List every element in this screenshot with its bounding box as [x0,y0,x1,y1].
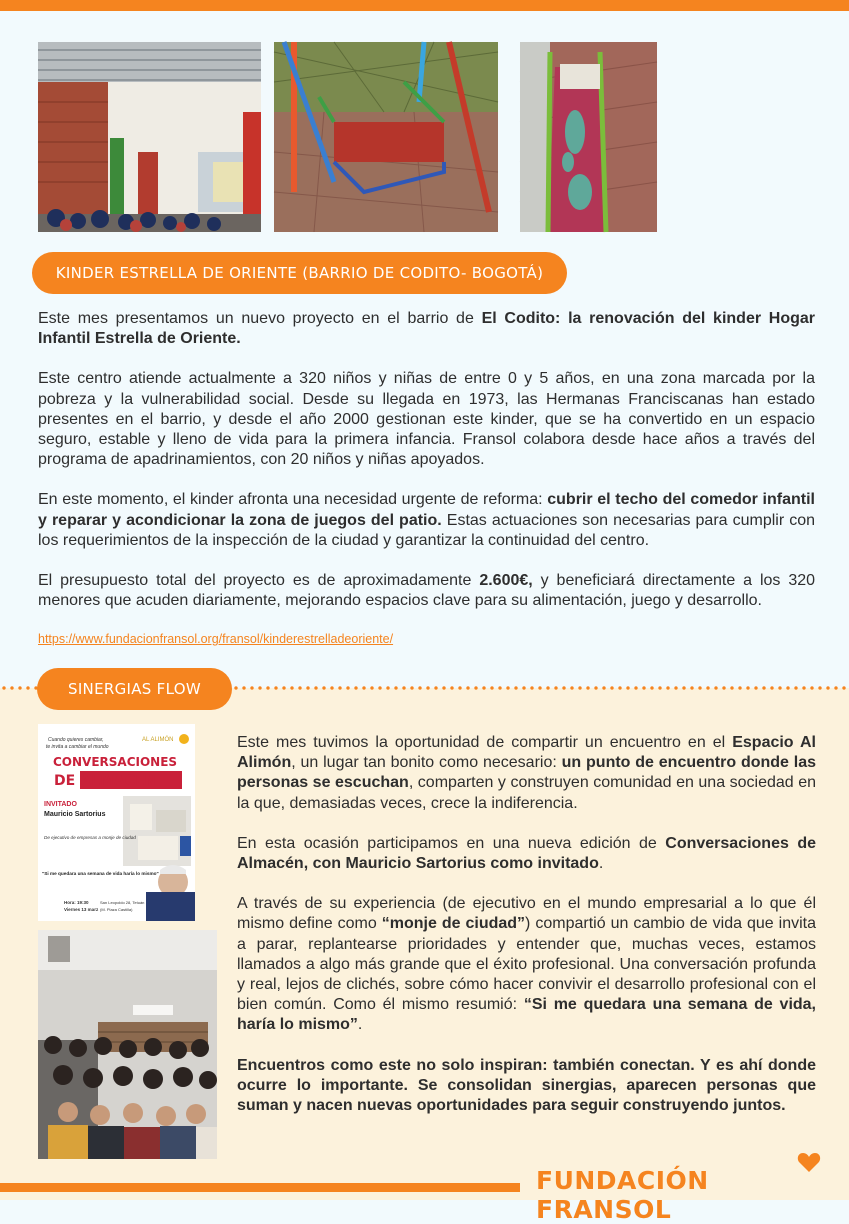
dotted-divider-right [232,686,849,690]
photo-swing [274,42,498,232]
section1-body [38,309,815,631]
section-title-kinder: KINDER ESTRELLA DE ORIENTE (BARRIO DE CODITO- BOGOTÁ) [32,252,567,294]
photo-slide [520,42,657,232]
photo-group-event [38,930,217,1159]
paragraph: Este mes tuvimos la oportunidad de compartir un encuentro en el Espacio Al Alimón, un lugar tan bonito como necesario: un punto de encuentro donde las personas se escuchan, comparten y construyen comunidad en una sociedad en la que, demasiadas veces, crece la indiferencia. [237,734,817,812]
paragraph: Encuentros como este no solo inspiran: también conectan. Y es ahí donde ocurre lo importante. Se consolidan sinergias, aparecen personas que suman y nacen nuevas oportunidades para seguir construyendo juntos. [237,1056,816,1115]
poster-quote: "Si me quedara una semana de vida haría lo mismo" [42,871,159,876]
poster-invited-name: Mauricio Sartorius [44,811,106,818]
poster-title2: DE ALMACÉN [54,773,157,789]
poster-address2: (M. Plaza Castilla) [100,907,133,912]
paragraph: Este centro atiende actualmente a 320 niños y niñas de entre 0 y 5 años, en una zona marcada por la pobreza y la vulnerabilidad social. Desde su llegada en 1973, las Hermanas Franciscanas han estado presentes en el barrio, y desde el año 2000 gestionan este kinder, que se ha convertido en un espacio seguro, estable y lleno de vida para la primera infancia. Fransol colabora desde hace años a través del programa de apadrinamientos, con 20 niños y niñas apoyados. [38,370,815,469]
poster-subtitle: De ejecutivo de empresas a monje de ciudad [44,835,136,840]
footer-brand-logo: FUNDACIÓN FRANSOL [536,1166,709,1224]
paragraph: En este momento, el kinder afronta una necesidad urgente de reforma: cubrir el techo del comedor infantil y reparar y acondicionar la zona de juegos del patio. Estas actuaciones son necesarias para cumplir con los requerimientos de la inspección de la ciudad y garantizar la continuidad del centro. [38,491,816,549]
photo-kinder-patio [38,42,261,232]
poster-date: Viernes 13 marz [64,907,99,912]
event-poster [38,724,195,921]
bottom-accent-bar [0,1183,520,1192]
poster-top-line1: Cuando quieres cambiar, [48,737,104,743]
poster-title1: CONVERSACIONES [53,755,178,769]
section2-body [237,733,816,1136]
poster-time: Hora: 19:30 [64,900,89,905]
dotted-divider-left [0,686,40,690]
poster-top-line2: te invita a cambiar el mundo [46,744,109,750]
poster-brand: AL ALIMÓN [142,737,174,743]
paragraph: El presupuesto total del proyecto es de aproximadamente 2.600€, y beneficiará directamente a los 320 menores que acuden diariamente, mejorando espacios clave para su alimentación, juego y desarrollo. [38,572,816,610]
paragraph: Este mes presentamos un nuevo proyecto en el barrio de El Codito: la renovación del kinder Hogar Infantil Estrella de Oriente. [38,310,816,348]
top-accent-bar [0,0,849,11]
section-title-sinergias: SINERGIAS FLOW [37,668,232,710]
poster-invited-label: INVITADO [44,801,77,808]
poster-address: San Leopoldo 28, Tetuán [100,900,145,905]
paragraph: A través de su experiencia (de ejecutivo en el mundo empresarial a lo que él mismo define como “monje de ciudad”) compartió un cambio de vida que invita a parar, replantearse prioridades y entender que, muchas veces, estamos llamados a algo más grande que el éxito profesional. Una conversación profunda y real, lejos de clichés, sobre cómo hacer convivir el desarrollo profesional con el bien común. Como él mismo resumió: “Si me quedara una semana de vida, haría lo mismo”. [237,895,817,1034]
paragraph: En esta ocasión participamos en una nueva edición de Conversaciones de Almacén, con Mauricio Sartorius como invitado. [237,834,816,873]
kinder-project-link[interactable]: https://www.fundacionfransol.org/fransol/kinderestrelladeoriente/ [38,632,394,646]
